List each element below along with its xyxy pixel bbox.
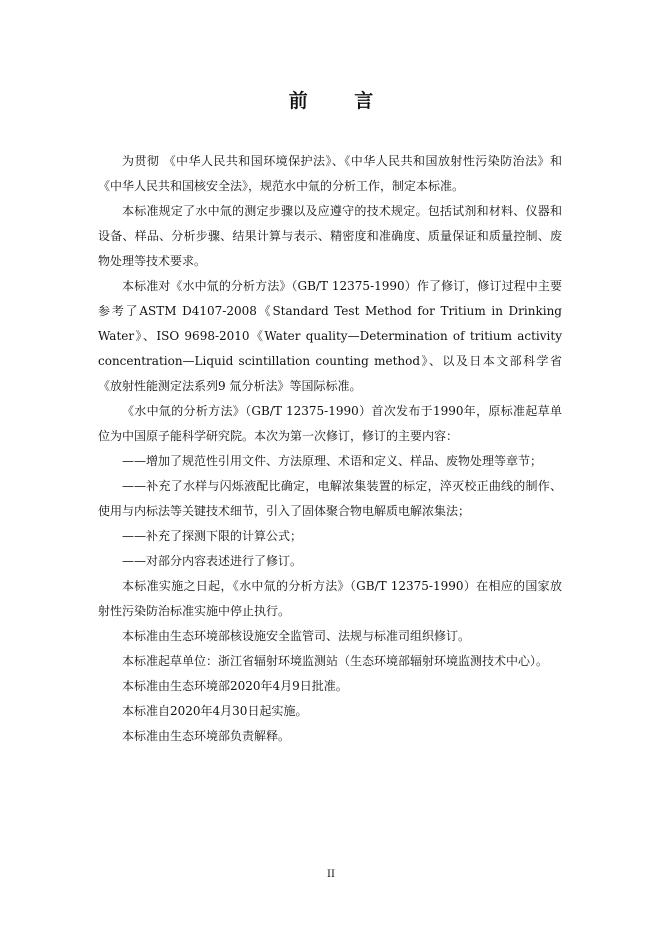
paragraph-supersede: 本标准实施之日起，《水中氚的分析方法》（GB/T 12375-1990）在相应的国家放射性污染防治标准实施中停止执行。 [98, 579, 562, 618]
page-number: II [327, 869, 335, 880]
paragraph-revision-references: 本标准对《水中氚的分析方法》（GB/T 12375-1990）作了修订，修订过程中主要参考了ASTM D4107-2008《Standard Test Method for Tritium in Drinking Water》、ISO 9698-2010《Water quality—Determination of tritium activity concentration—Liquid scintillation counting method》、以及日本文部科学省《放射性能测定法系列9 氚分析法》等国际标准。 [98, 279, 562, 393]
paragraph-change-1: ——增加了规范性引用文件、方法原理、术语和定义、样品、废物处理等章节； [122, 454, 543, 468]
paragraph-scope: 本标准规定了水中氚的测定步骤以及应遵守的技术规定。包括试剂和材料、仪器和设备、样品、分析步骤、结果计算与表示、精密度和准确度、质量保证和质量控制、废物处理等技术要求。 [98, 204, 562, 268]
document-body [98, 149, 562, 749]
paragraph-change-4: ——对部分内容表述进行了修订。 [122, 554, 303, 568]
paragraph-change-3: ——补充了探测下限的计算公式； [122, 529, 303, 543]
paragraph-interpretation: 本标准由生态环境部负责解释。 [122, 729, 291, 743]
paragraph-approval-date: 本标准由生态环境部2020年4月9日批准。 [122, 679, 348, 693]
paragraph-organizer: 本标准由生态环境部核设施安全监管司、法规与标准司组织修订。 [122, 629, 471, 643]
paragraph-purpose: 为贯彻 《中华人民共和国环境保护法》、《中华人民共和国放射性污染防治法》和《中华人民共和国核安全法》，规范水中氚的分析工作，制定本标准。 [98, 154, 562, 193]
paragraph-history: 《水中氚的分析方法》（GB/T 12375-1990）首次发布于1990年，原标准起草单位为中国原子能科学研究院。本次为第一次修订，修订的主要内容： [98, 404, 562, 443]
paragraph-change-2: ——补充了水样与闪烁液配比确定，电解浓集装置的标定，淬灭校正曲线的制作、使用与内标法等关键技术细节，引入了固体聚合物电解质电解浓集法； [98, 479, 562, 518]
paragraph-drafting-unit: 本标准起草单位：浙江省辐射环境监测站（生态环境部辐射环境监测技术中心）。 [122, 654, 549, 668]
page-title: 前 言 [288, 90, 394, 112]
paragraph-effective-date: 本标准自2020年4月30日起实施。 [122, 704, 308, 718]
